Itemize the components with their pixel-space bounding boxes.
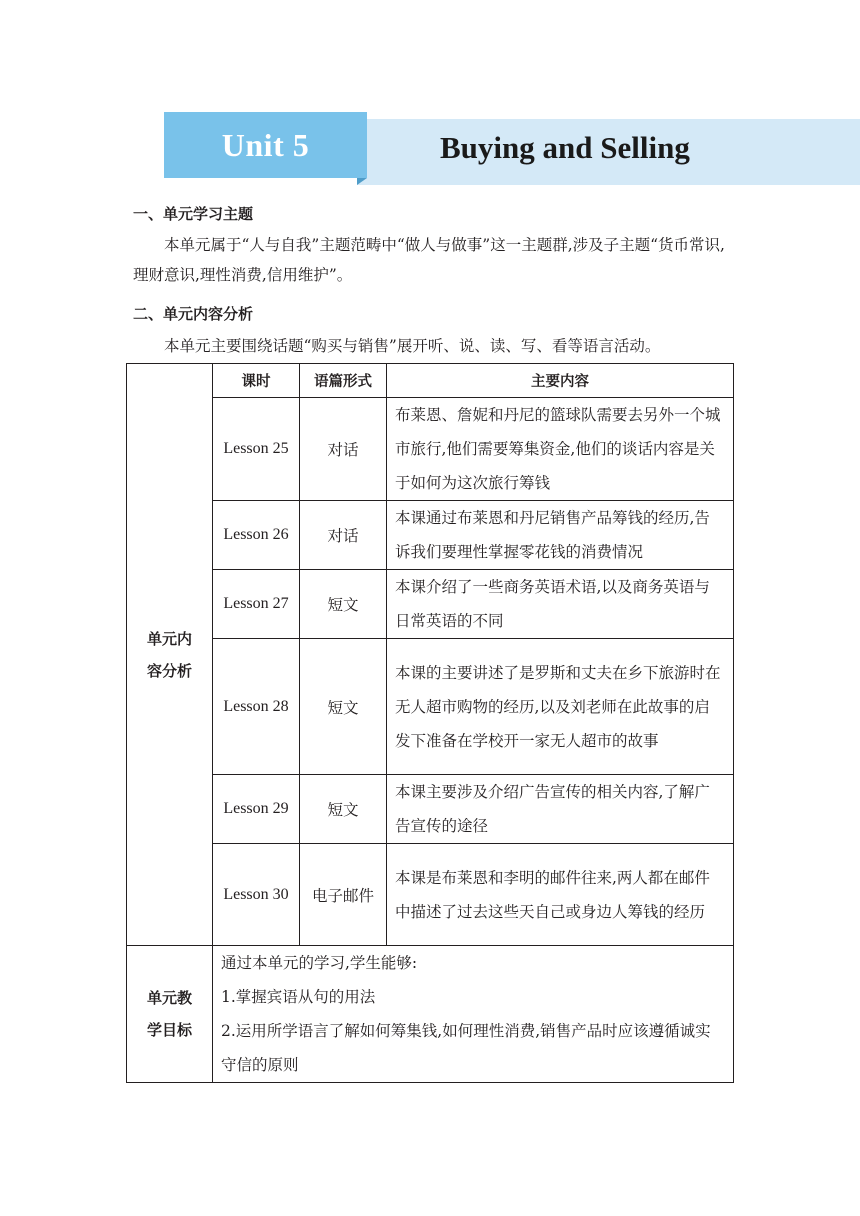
- table-header-row: [127, 364, 734, 398]
- content-cell: 本课是布莱恩和李明的邮件往来,两人都在邮件中描述了过去这些天自己或身边人筹钱的经历: [387, 844, 734, 946]
- section-paragraph-analysis: [133, 331, 733, 361]
- section-heading-theme: 一、单元学习主题: [133, 205, 254, 223]
- table-row: [127, 775, 734, 844]
- unit-content-table: [126, 363, 734, 1083]
- unit-title: Buying and Selling: [440, 130, 690, 165]
- form-cell: 电子邮件: [300, 844, 387, 946]
- form-cell: 对话: [300, 501, 387, 570]
- goal-item: 2.运用所学语言了解如何筹集钱,如何理性消费,销售产品时应该遵循诚实守信的原则: [221, 1022, 711, 1074]
- lesson-cell: Lesson 30: [213, 844, 300, 946]
- table-row: [127, 844, 734, 946]
- goal-intro: 通过本单元的学习,学生能够:: [221, 954, 418, 972]
- lesson-cell: Lesson 28: [213, 639, 300, 775]
- table-row: [127, 639, 734, 775]
- lesson-cell: Lesson 29: [213, 775, 300, 844]
- teaching-goals-content: [213, 946, 734, 1083]
- goal-item: 1.掌握宾语从句的用法: [221, 988, 376, 1006]
- section-heading-analysis: 二、单元内容分析: [133, 305, 254, 323]
- table-row: [127, 501, 734, 570]
- content-cell: 本课的主要讲述了是罗斯和丈夫在乡下旅游时在无人超市购物的经历,以及刘老师在此故事的启发下准备在学校开一家无人超市的故事: [387, 639, 734, 775]
- col-header-content: 主要内容: [387, 364, 734, 398]
- col-header-form: 语篇形式: [300, 364, 387, 398]
- goals-row: [127, 946, 734, 1083]
- theme-text: 本单元属于“人与自我”主题范畴中“做人与做事”这一主题群,涉及子主题“货币常识,理财意识,理性消费,信用维护”。: [133, 236, 725, 284]
- form-cell: 短文: [300, 570, 387, 639]
- section-paragraph-theme: [133, 230, 733, 290]
- form-cell: 对话: [300, 398, 387, 501]
- content-cell: 本课介绍了一些商务英语术语,以及商务英语与日常英语的不同: [387, 570, 734, 639]
- table-row: [127, 398, 734, 501]
- form-cell: 短文: [300, 639, 387, 775]
- teaching-goals-label: [127, 946, 213, 1083]
- unit-number: Unit 5: [221, 126, 310, 163]
- teaching-goals-label-text: 单元教学目标: [146, 989, 192, 1039]
- analysis-text: 本单元主要围绕话题“购买与销售”展开听、说、读、写、看等语言活动。: [164, 337, 661, 355]
- table-row: [127, 570, 734, 639]
- content-analysis-label: [127, 364, 213, 946]
- banner-fold-decoration: [357, 178, 367, 185]
- lesson-cell: Lesson 25: [213, 398, 300, 501]
- content-cell: 本课主要涉及介绍广告宣传的相关内容,了解广告宣传的途径: [387, 775, 734, 844]
- lesson-cell: Lesson 26: [213, 501, 300, 570]
- lesson-cell: Lesson 27: [213, 570, 300, 639]
- content-cell: 布莱恩、詹妮和丹尼的篮球队需要去另外一个城市旅行,他们需要筹集资金,他们的谈话内容是关于如何为这次旅行筹钱: [387, 398, 734, 501]
- content-analysis-label-text: 单元内容分析: [146, 629, 192, 680]
- form-cell: 短文: [300, 775, 387, 844]
- col-header-lesson: 课时: [213, 364, 300, 398]
- content-cell: 本课通过布莱恩和丹尼销售产品筹钱的经历,告诉我们要理性掌握零花钱的消费情况: [387, 501, 734, 570]
